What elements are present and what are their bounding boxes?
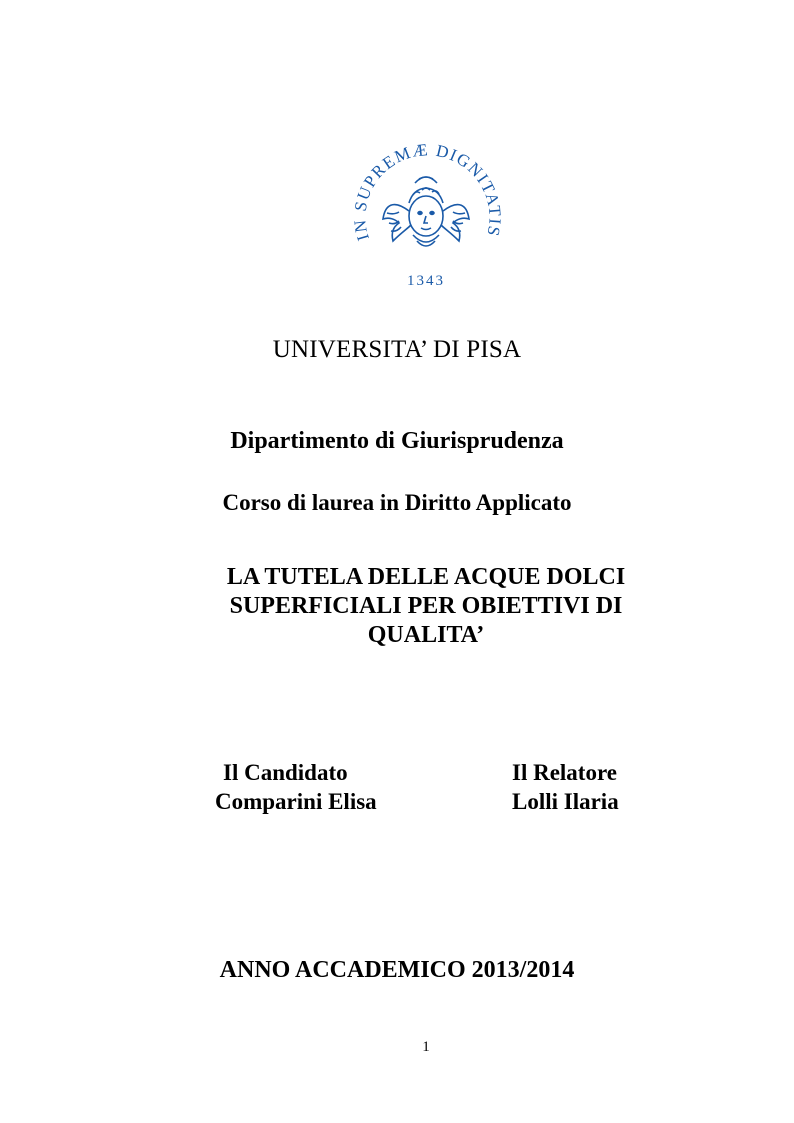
university-seal-logo <box>343 133 509 299</box>
supervisor-name: Lolli Ilaria <box>512 789 619 814</box>
department-name: Dipartimento di Giurisprudenza <box>230 428 564 454</box>
degree-course: Corso di laurea in Diritto Applicato <box>222 490 572 515</box>
supervisor-block <box>512 758 619 816</box>
candidate-name: Comparini Elisa <box>215 789 377 814</box>
supervisor-role: Il Relatore <box>512 760 617 785</box>
svg-text:IN SUPREMÆ DIGNITATIS: IN SUPREMÆ DIGNITATIS <box>350 140 505 243</box>
thesis-title-line-2: SUPERFICIALI PER OBIETTIVI DI <box>229 593 623 619</box>
thesis-title-line-3: QUALITA’ <box>367 622 485 648</box>
seal-year: 1343 <box>407 273 445 289</box>
page-number: 1 <box>422 1039 430 1055</box>
thesis-title-line-1: LA TUTELA DELLE ACQUE DOLCI <box>226 564 626 590</box>
candidate-role: Il Candidato <box>223 760 348 785</box>
university-name: UNIVERSITA’ DI PISA <box>272 336 522 363</box>
candidate-block <box>215 758 377 816</box>
thesis-title <box>0 563 794 650</box>
academic-year: ANNO ACCADEMICO 2013/2014 <box>219 957 575 983</box>
